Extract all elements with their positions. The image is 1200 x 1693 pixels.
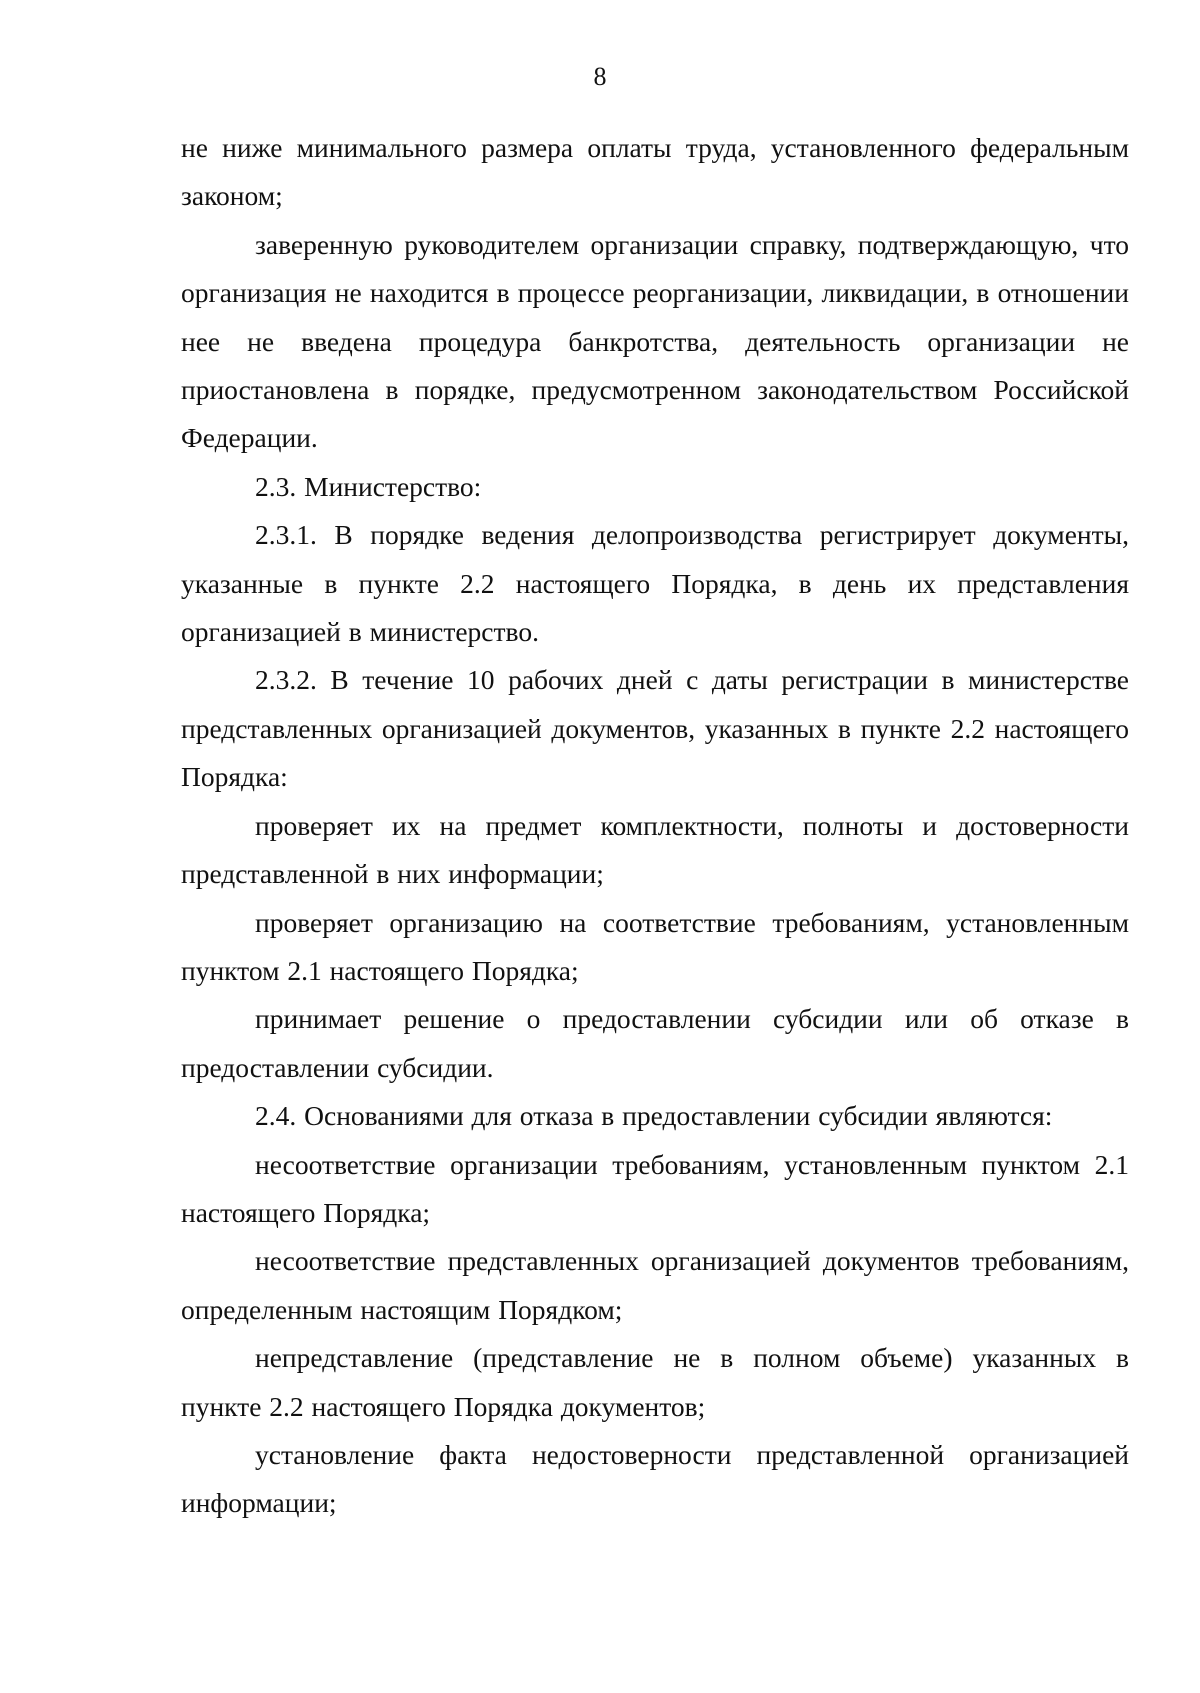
paragraph-8: принимает решение о предоставлении субсидии или об отказе в предоставлении субсидии. xyxy=(181,1003,1129,1083)
paragraph-9: 2.4. Основаниями для отказа в предоставлении субсидии являются: xyxy=(255,1100,1053,1132)
paragraph-12: непредставление (представление не в полном объеме) указанных в пункте 2.2 настоящего Порядка документов; xyxy=(181,1342,1129,1422)
body-text xyxy=(181,124,1129,1528)
paragraph-2: заверенную руководителем организации справку, подтверждающую, что организация не находится в процессе реорганизации, ликвидации, в отношении нее не введена процедура банкротства, деятельность организации не приостановлена в порядке, предусмотренном законодательством Российской Федерации. xyxy=(181,228,1129,454)
paragraph-6: проверяет их на предмет комплектности, полноты и достоверности представленной в них информации; xyxy=(181,809,1129,890)
paragraph-13: установление факта недостоверности представленной организацией информации; xyxy=(181,1438,1129,1519)
page-number: 8 xyxy=(593,62,607,91)
paragraph-5: 2.3.2. В течение 10 рабочих дней с даты регистрации в министерстве представленных организацией документов, указанных в пункте 2.2 настоящего Порядка: xyxy=(181,664,1129,793)
paragraph-10: несоответствие организации требованиям, установленным пунктом 2.1 настоящего Порядка; xyxy=(181,1148,1129,1228)
paragraph-1: не ниже минимального размера оплаты труда, установленного федеральным законом; xyxy=(181,132,1129,212)
paragraph-4: 2.3.1. В порядке ведения делопроизводства регистрирует документы, указанные в пункте 2.2 настоящего Порядка, в день их представления организацией в министерство. xyxy=(181,519,1129,648)
paragraph-3: 2.3. Министерство: xyxy=(255,470,482,502)
paragraph-11: несоответствие представленных организацией документов требованиям, определенным настоящим Порядком; xyxy=(181,1245,1129,1325)
paragraph-7: проверяет организацию на соответствие требованиям, установленным пунктом 2.1 настоящего Порядка; xyxy=(181,906,1129,986)
